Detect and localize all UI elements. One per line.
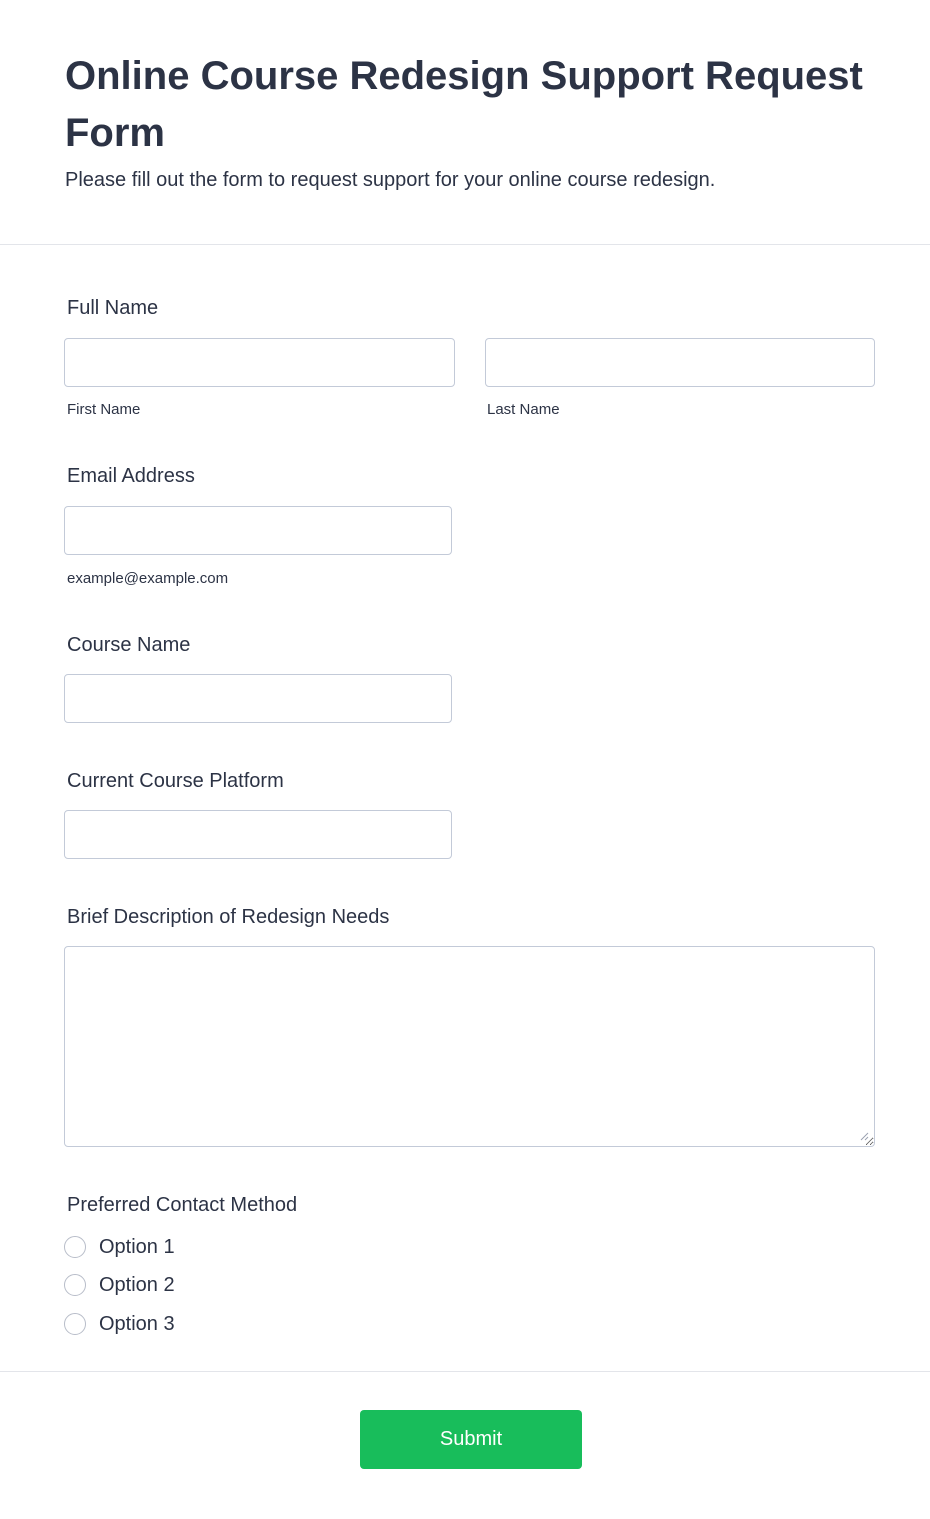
form-subtitle: Please fill out the form to request support for your online course redesign.	[65, 169, 716, 191]
first-name-input[interactable]	[64, 338, 455, 387]
submit-button[interactable]: Submit	[360, 1410, 582, 1469]
form-title: Online Course Redesign Support Request Form	[65, 54, 863, 155]
first-name-sublabel: First Name	[67, 401, 141, 418]
radio-label: Option 1	[99, 1236, 175, 1258]
resize-handle-icon[interactable]	[859, 1131, 869, 1141]
email-input[interactable]	[64, 506, 452, 555]
platform-label: Current Course Platform	[67, 770, 284, 792]
radio-label: Option 2	[99, 1274, 175, 1296]
contact-method-label: Preferred Contact Method	[67, 1194, 298, 1216]
radio-button[interactable]	[64, 1274, 86, 1296]
description-label: Brief Description of Redesign Needs	[67, 906, 390, 928]
footer-divider	[0, 1371, 930, 1372]
contact-option-1[interactable]	[64, 1234, 175, 1260]
full-name-label: Full Name	[67, 297, 159, 319]
contact-option-2[interactable]	[64, 1272, 175, 1298]
radio-button[interactable]	[64, 1236, 86, 1258]
description-textarea[interactable]	[64, 946, 875, 1147]
contact-option-3[interactable]	[64, 1311, 175, 1337]
course-name-label: Course Name	[67, 634, 191, 656]
course-name-input[interactable]	[64, 674, 452, 723]
form-header	[0, 0, 930, 245]
last-name-sublabel: Last Name	[487, 401, 560, 418]
email-label: Email Address	[67, 465, 195, 487]
last-name-input[interactable]	[485, 338, 875, 387]
platform-input[interactable]	[64, 810, 452, 859]
radio-label: Option 3	[99, 1313, 175, 1335]
email-sublabel: example@example.com	[67, 570, 229, 587]
radio-button[interactable]	[64, 1313, 86, 1335]
